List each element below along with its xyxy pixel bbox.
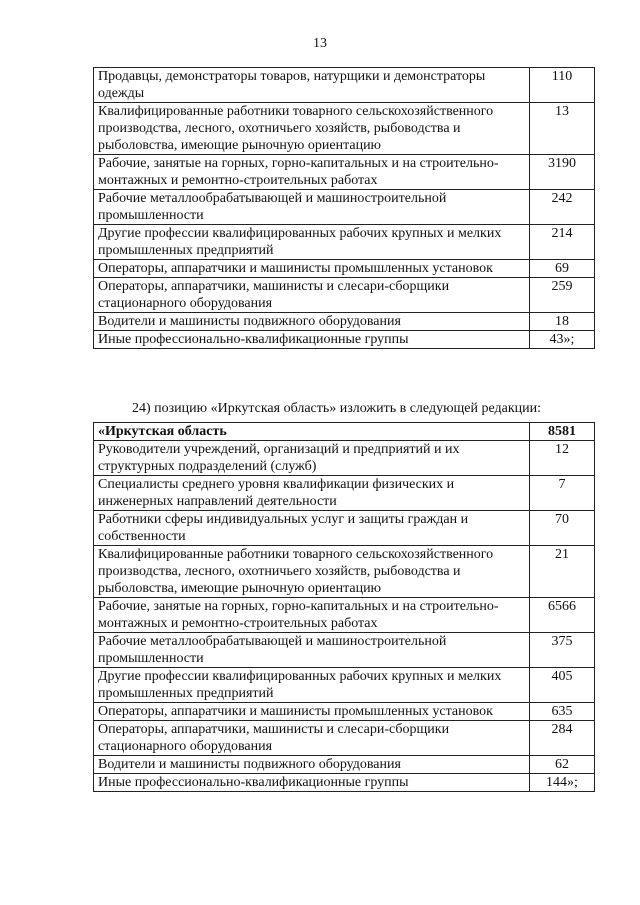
row-label: Операторы, аппаратчики, машинисты и слесари-сборщики стационарного оборудования <box>94 721 530 756</box>
row-value: 259 <box>530 278 595 313</box>
row-value: 3190 <box>530 155 595 190</box>
table-row <box>94 155 595 190</box>
region-total: 8581 <box>530 423 595 441</box>
row-value: 635 <box>530 703 595 721</box>
row-label: Работники сферы индивидуальных услуг и защиты граждан и собственности <box>94 511 530 546</box>
row-label: Иные профессионально-квалификационные группы <box>94 331 530 349</box>
row-label: Другие профессии квалифицированных рабочих крупных и мелких промышленных предприятий <box>94 225 530 260</box>
row-value: 214 <box>530 225 595 260</box>
table-row <box>94 278 595 313</box>
table-row <box>94 546 595 598</box>
row-value: 62 <box>530 756 595 774</box>
row-label: Иные профессионально-квалификационные группы <box>94 774 530 792</box>
row-value: 284 <box>530 721 595 756</box>
region-title: «Иркутская область <box>94 423 530 441</box>
table-row <box>94 441 595 476</box>
row-label: Рабочие металлообрабатывающей и машиностроительной промышленности <box>94 633 530 668</box>
row-value: 405 <box>530 668 595 703</box>
amendment-intro-text: 24) позицию «Иркутская область» изложить в следующей редакции: <box>132 401 542 416</box>
row-label: Квалифицированные работники товарного сельскохозяйственного производства, лесного, охотничьего хозяйств, рыбоводства и рыболовства, имеющие рыночную ориентацию <box>94 546 530 598</box>
row-value: 7 <box>530 476 595 511</box>
page-number: 13 <box>313 36 327 51</box>
table-row <box>94 103 595 155</box>
row-value: 21 <box>530 546 595 598</box>
table-row <box>94 703 595 721</box>
table-row <box>94 331 595 349</box>
occupations-table-continued <box>93 67 595 349</box>
table-row <box>94 476 595 511</box>
row-value: 144»; <box>530 774 595 792</box>
irkutsk-region-table <box>93 422 595 792</box>
table-row <box>94 190 595 225</box>
table-row <box>94 511 595 546</box>
row-label: Квалифицированные работники товарного сельскохозяйственного производства, лесного, охотничьего хозяйств, рыбоводства и рыболовства, имеющие рыночную ориентацию <box>94 103 530 155</box>
row-label: Операторы, аппаратчики и машинисты промышленных установок <box>94 260 530 278</box>
row-label: Водители и машинисты подвижного оборудования <box>94 313 530 331</box>
table-row <box>94 756 595 774</box>
row-value: 6566 <box>530 598 595 633</box>
row-value: 375 <box>530 633 595 668</box>
table-row <box>94 313 595 331</box>
table-row <box>94 68 595 103</box>
row-value: 110 <box>530 68 595 103</box>
row-label: Операторы, аппаратчики, машинисты и слесари-сборщики стационарного оборудования <box>94 278 530 313</box>
table-row <box>94 668 595 703</box>
row-label: Рабочие, занятые на горных, горно-капитальных и на строительно-монтажных и ремонтно-строительных работах <box>94 155 530 190</box>
table-row <box>94 774 595 792</box>
table-row <box>94 633 595 668</box>
row-label: Другие профессии квалифицированных рабочих крупных и мелких промышленных предприятий <box>94 668 530 703</box>
row-label: Специалисты среднего уровня квалификации физических и инженерных направлений деятельности <box>94 476 530 511</box>
table-row <box>94 260 595 278</box>
row-label: Водители и машинисты подвижного оборудования <box>94 756 530 774</box>
row-value: 70 <box>530 511 595 546</box>
row-value: 69 <box>530 260 595 278</box>
row-label: Продавцы, демонстраторы товаров, натурщики и демонстраторы одежды <box>94 68 530 103</box>
table-header-row <box>94 423 595 441</box>
row-label: Руководители учреждений, организаций и предприятий и их структурных подразделений (служб) <box>94 441 530 476</box>
row-label: Рабочие металлообрабатывающей и машиностроительной промышленности <box>94 190 530 225</box>
row-value: 18 <box>530 313 595 331</box>
row-value: 242 <box>530 190 595 225</box>
row-value: 43»; <box>530 331 595 349</box>
table-row <box>94 225 595 260</box>
table-row <box>94 598 595 633</box>
table-row <box>94 721 595 756</box>
row-label: Операторы, аппаратчики и машинисты промышленных установок <box>94 703 530 721</box>
row-value: 13 <box>530 103 595 155</box>
row-label: Рабочие, занятые на горных, горно-капитальных и на строительно-монтажных и ремонтно-строительных работах <box>94 598 530 633</box>
row-value: 12 <box>530 441 595 476</box>
